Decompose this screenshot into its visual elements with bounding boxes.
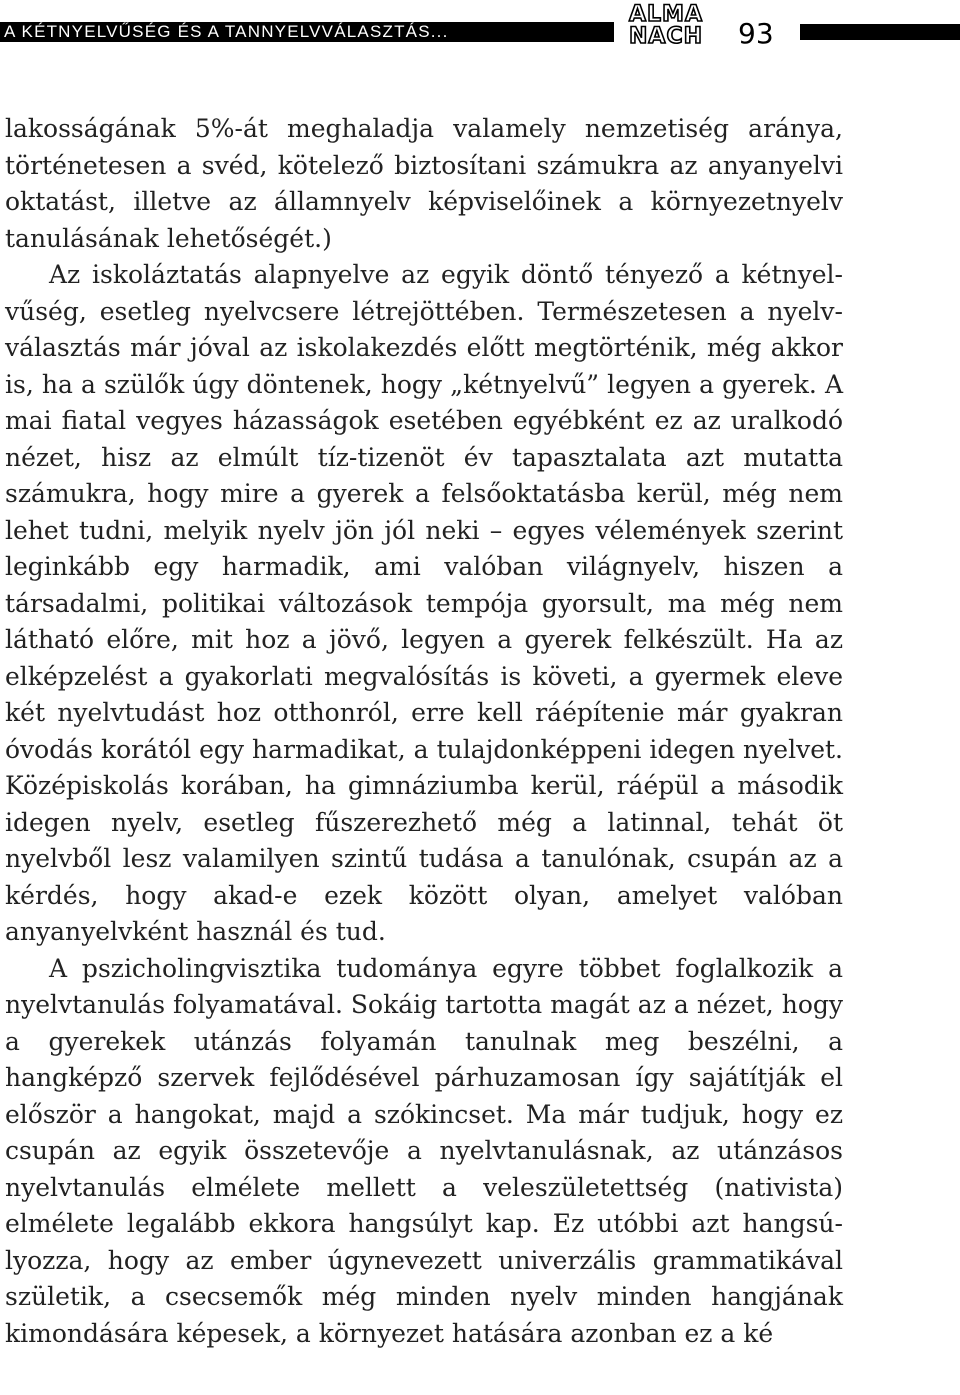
almanach-logo (620, 4, 712, 54)
page-header (0, 0, 960, 70)
logo-line-2: NACH (629, 24, 703, 49)
body-text (5, 111, 843, 1352)
logo-line-1: ALMA (629, 2, 703, 27)
paragraph-3: A pszicholingvisztika tudománya egyre többet foglalkozik a nyelvtanulás folyamatával. Sokáig tartotta magát az a nézet, hogy a gyerekek utánzás folyamán tanulnak meg beszélni, a hangképző szervek fejlődésével párhuzamosan így sajátítják el először a hangokat, majd a szókincset. Ma már tudjuk, hogy ez csupán az egyik összetevője a nyelvtanulásnak, az utánzásos nyelvtanulás elmélete mellett a veleszületettség (nativista) elmélete legalább ekkora hangsúlyt kap. Ez utóbbi azt hangsúlyozza, hogy az ember úgynevezett univerzális grammatikával születik, a csecsemők még minden nyelv minden hangjának kimondására képesek, a környezet hatására azonban ez a ké (5, 953, 843, 1348)
page-number: 93 (738, 17, 774, 50)
paragraph-1: lakosságának 5%-át meghaladja valamely nemzetiség aránya, történetesen a svéd, kötelező biztosítani számukra az anyanyelvi oktatást, illetve az államnyelv képviselőinek a környezetnyelv tanulásának lehetőségét.) (5, 114, 843, 253)
paragraph-2: Az iskoláztatás alapnyelve az egyik döntő tényező a kétnyelvűség, esetleg nyelvcsere létrejöttében. Természetesen a nyelvválasztás már jóval az iskolakezdés előtt megtörténik, még akkor is, ha a szülők úgy döntenek, hogy „kétnyelvű” legyen a gyerek. A mai fiatal vegyes házasságok esetében egyébként ez az uralkodó nézet, hisz az elmúlt tíz-tizenöt év tapasztalata azt mutatta számukra, hogy mire a gyerek a felsőoktatásba kerül, még nem lehet tudni, melyik nyelv jön jól neki – egyes vélemények szerint leginkább egy harmadik, ami valóban világnyelv, hiszen a társadalmi, politikai változások tempója gyorsult, ma még nem látható előre, mit hoz a jövő, legyen a gyerek felkészült. Ha az elképzelést a gyakorlati megvalósítás is követi, a gyermek eleve két nyelvtudást hoz otthonról, erre kell ráépítenie már gyakran óvodás korától egy harmadikat, a tulajdonképpeni idegen nyelvet. Középiskolás korában, ha gimnáziumba kerül, ráépül a második idegen nyelv, esetleg fűszerezhető még a latinnal, tehát öt nyelvből lesz valamilyen szintű tudása a tanulónak, csupán az a kérdés, hogy akad-e ezek között olyan, amelyet valóban anyanyelvként használ és tud. (5, 260, 843, 946)
header-rule (800, 24, 960, 40)
running-title: A KÉTNYELVŰSÉG ÉS A TANNYELVVÁLASZTÁS... (0, 22, 614, 42)
